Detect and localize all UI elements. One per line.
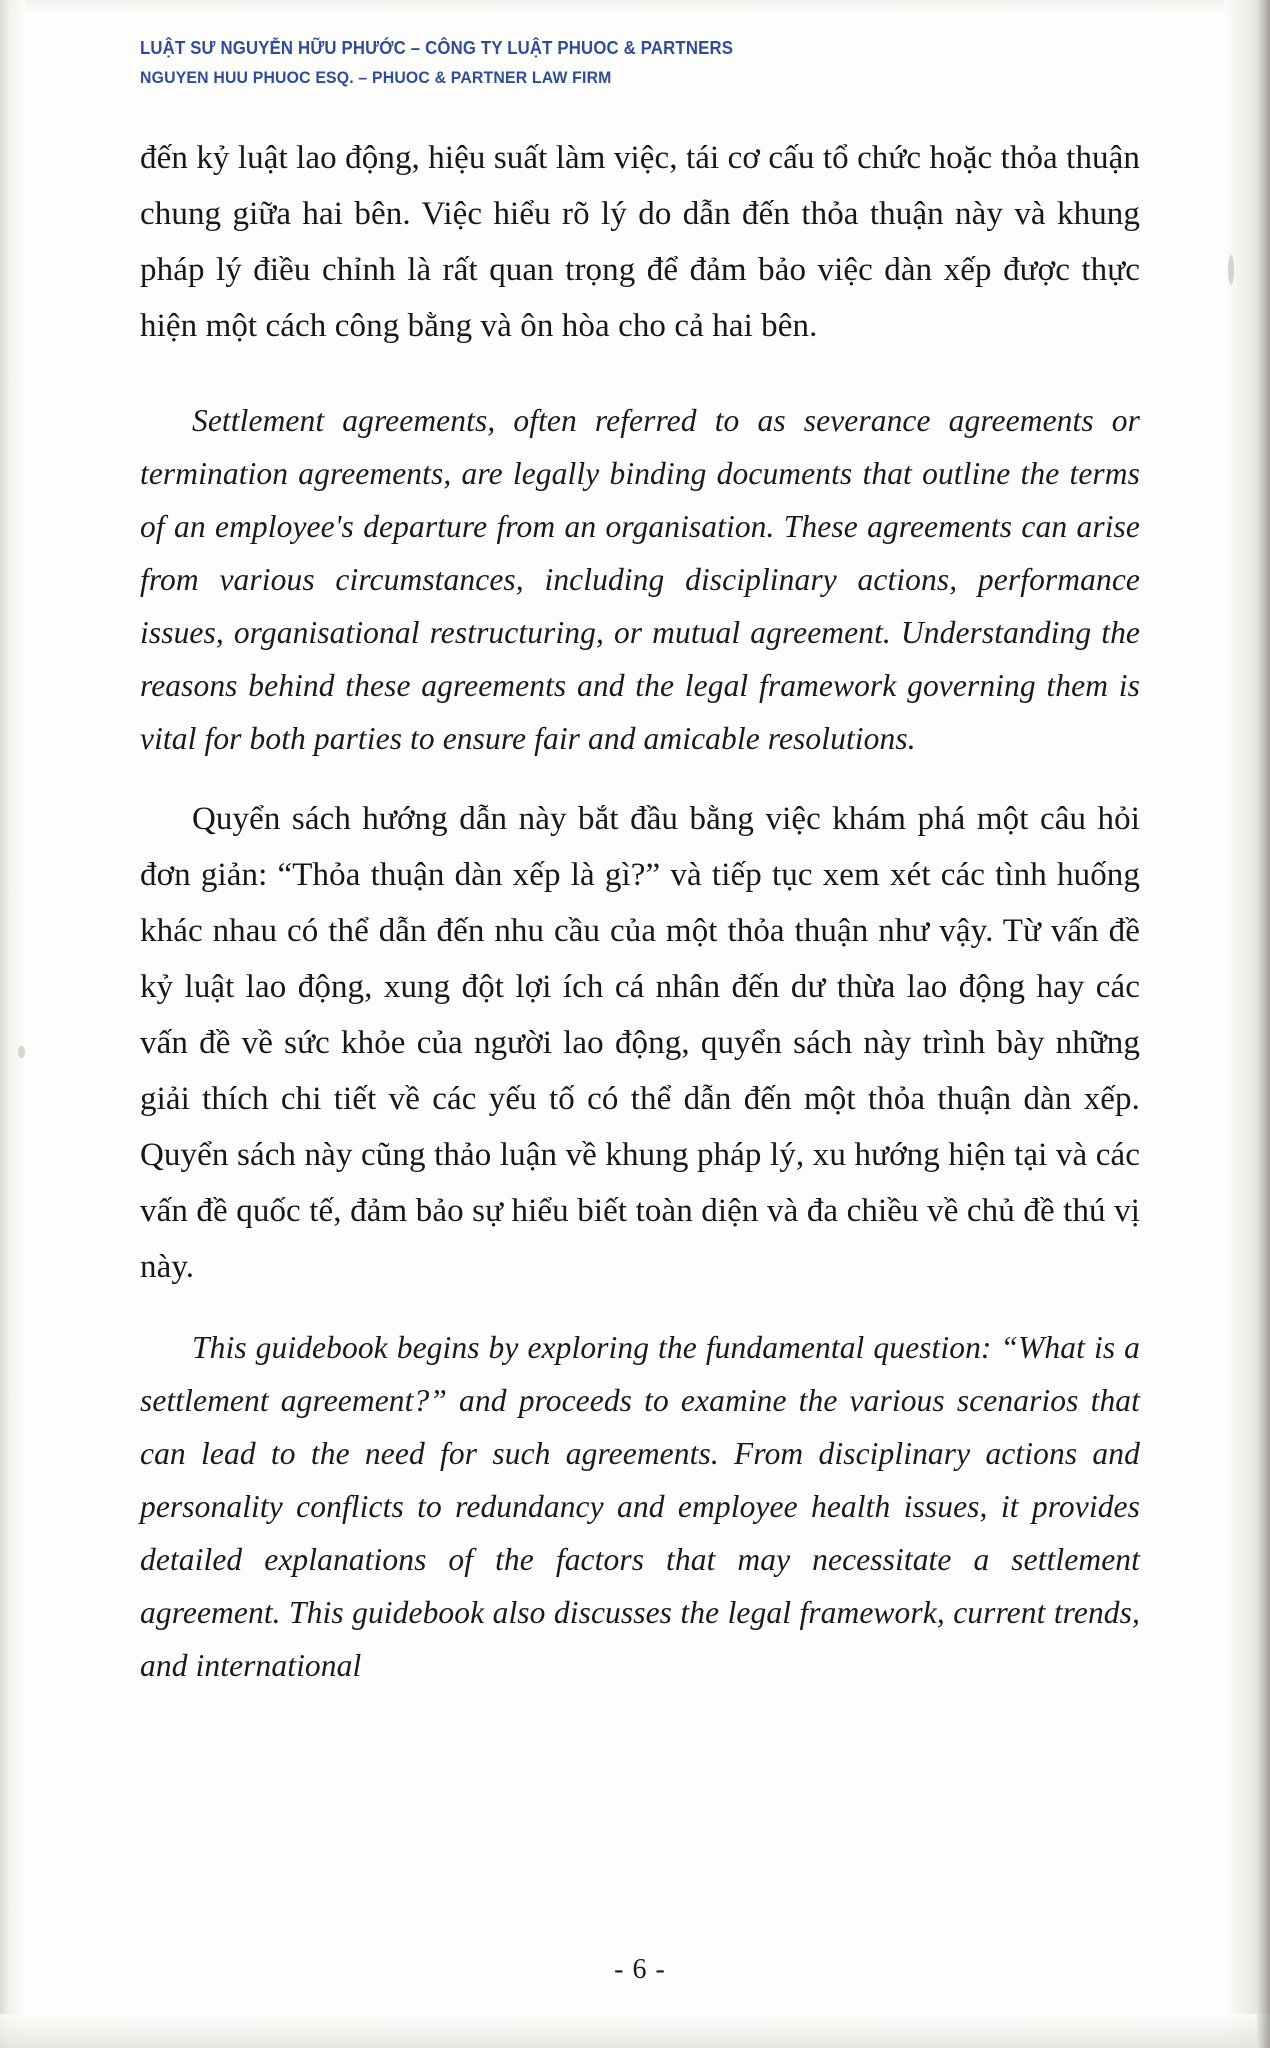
paragraph-vietnamese-continued: đến kỷ luật lao động, hiệu suất làm việc, tái cơ cấu tổ chức hoặc thỏa thuận chung giữa hai bên. Việc hiểu rõ lý do dẫn đến thỏa thuận này và khung pháp lý điều chỉnh là rất quan trọng để đảm bảo việc dàn xếp được thực hiện một cách công bằng và ôn hòa cho cả hai bên. xyxy=(140,140,1140,344)
paragraph-spacer xyxy=(140,765,1140,791)
page-number: - 6 - xyxy=(614,1954,666,1985)
page-content xyxy=(140,0,1170,2048)
book-binding-strip xyxy=(1257,0,1270,2048)
scan-artifact-speck xyxy=(1228,255,1234,285)
scan-artifact-speck xyxy=(18,1046,25,1058)
paragraph-vietnamese-guidebook: Quyển sách hướng dẫn này bắt đầu bằng việc khám phá một câu hỏi đơn giản: “Thỏa thuận dàn xếp là gì?” và tiếp tục xem xét các tình huống khác nhau có thể dẫn đến nhu cầu của một thỏa thuận như vậy. Từ vấn đề kỷ luật lao động, xung đột lợi ích cá nhân đến dư thừa lao động hay các vấn đề về sức khỏe của người lao động, quyển sách này trình bày những giải thích chi tiết về các yếu tố có thể dẫn đến một thỏa thuận dàn xếp. Quyển sách này cũng thảo luận về khung pháp lý, xu hướng hiện tại và các vấn đề quốc tế, đảm bảo sự hiểu biết toàn diện và đa chiều về chủ đề thú vị này. xyxy=(140,801,1140,1285)
paragraph-spacer xyxy=(140,1295,1140,1321)
header-line-english: NGUYEN HUU PHUOC ESQ. – PHUOC & PARTNER LAW FIRM xyxy=(140,68,612,87)
running-header xyxy=(140,38,780,88)
paragraph-spacer xyxy=(140,354,1140,394)
header-line-vietnamese: LUẬT SƯ NGUYỄN HỮU PHƯỚC – CÔNG TY LUẬT PHUOC & PARTNERS xyxy=(140,38,734,58)
scan-edge-left xyxy=(0,0,26,2048)
body-text-block xyxy=(140,130,1140,1692)
paragraph-english-settlement-agreements: Settlement agreements, often referred to as severance agreements or termination agreements, are legally binding documents that outline the terms of an employee's departure from an organisation. These agreements can arise from various circumstances, including disciplinary actions, performance issues, organisational restructuring, or mutual agreement. Understanding the reasons behind these agreements and the legal framework governing them is vital for both parties to ensure fair and amicable resolutions. xyxy=(140,403,1140,756)
paragraph-english-guidebook: This guidebook begins by exploring the fundamental question: “What is a settlement agreement?” and proceeds to examine the various scenarios that can lead to the need for such agreements. From disciplinary actions and personality conflicts to redundancy and employee health issues, it provides detailed explanations of the factors that may necessitate a settlement agreement. This guidebook also discusses the legal framework, current trends, and international xyxy=(140,1330,1140,1683)
